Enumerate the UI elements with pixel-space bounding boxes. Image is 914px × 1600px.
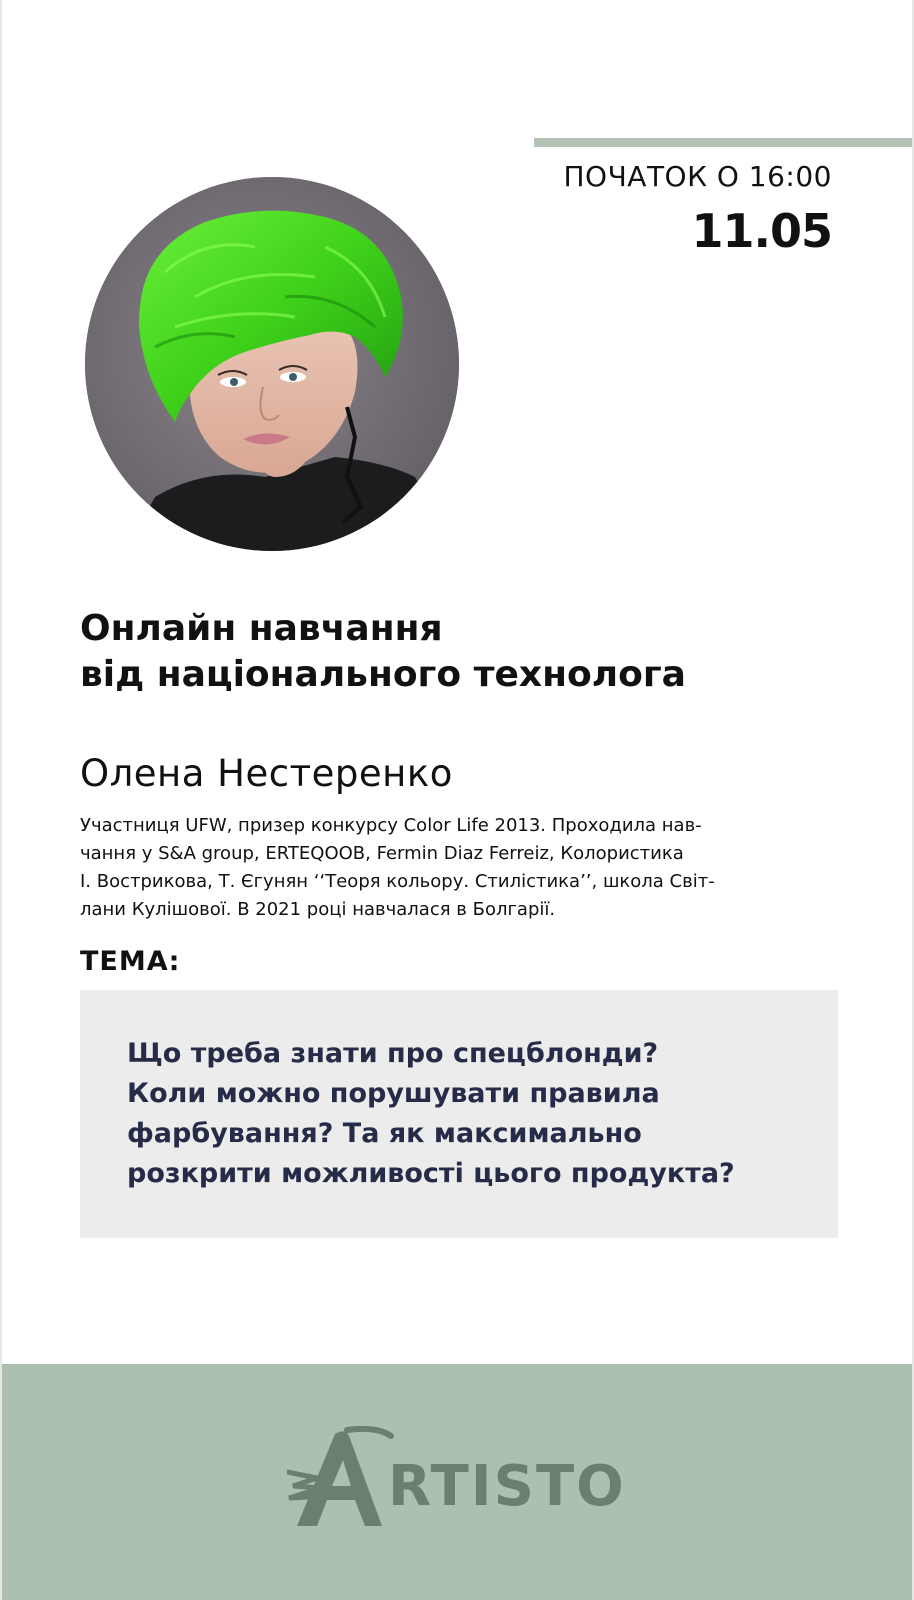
portrait-illustration [85,177,459,551]
event-poster [2,0,912,1600]
artisto-logo [287,1426,626,1536]
topic-line: розкрити можливості цього продукта? [127,1158,735,1189]
headline-line-1: Онлайн навчання [80,608,443,649]
accent-line [534,138,912,147]
headline [80,606,880,698]
speaker-portrait [85,177,459,551]
bio-line: Участниця UFW, призер конкурсу Color Life 2013. Проходила нав- [80,815,702,836]
headline-line-2: від національного технолога [80,654,686,695]
logo-text: RTISTO [388,1454,626,1519]
bio-line: лани Кулішової. В 2021 році навчалася в Болгарії. [80,899,556,920]
topic-text [127,1034,735,1194]
start-time: ПОЧАТОК О 16:00 [563,160,832,193]
event-date: 11.05 [691,204,832,258]
topic-line: фарбування? Та як максимально [127,1118,642,1149]
topic-box [80,990,838,1238]
footer-band [2,1364,912,1600]
speaker-name: Олена Нестеренко [80,752,453,795]
bio-line: І. Вострикова, Т. Єгунян ‘‘Теоря кольору. Стилістика’’, школа Світ- [80,871,715,892]
logo-a-mark-icon [287,1426,397,1536]
bio-line: чання у S&A group, ERTEQOOB, Fermin Diaz Ferreiz, Колористика [80,843,684,864]
topic-line: Коли можно порушувати правила [127,1078,660,1109]
speaker-bio [80,812,840,924]
topic-line: Що треба знати про спецблонди? [127,1038,659,1069]
topic-heading: ТЕМА: [80,946,181,977]
